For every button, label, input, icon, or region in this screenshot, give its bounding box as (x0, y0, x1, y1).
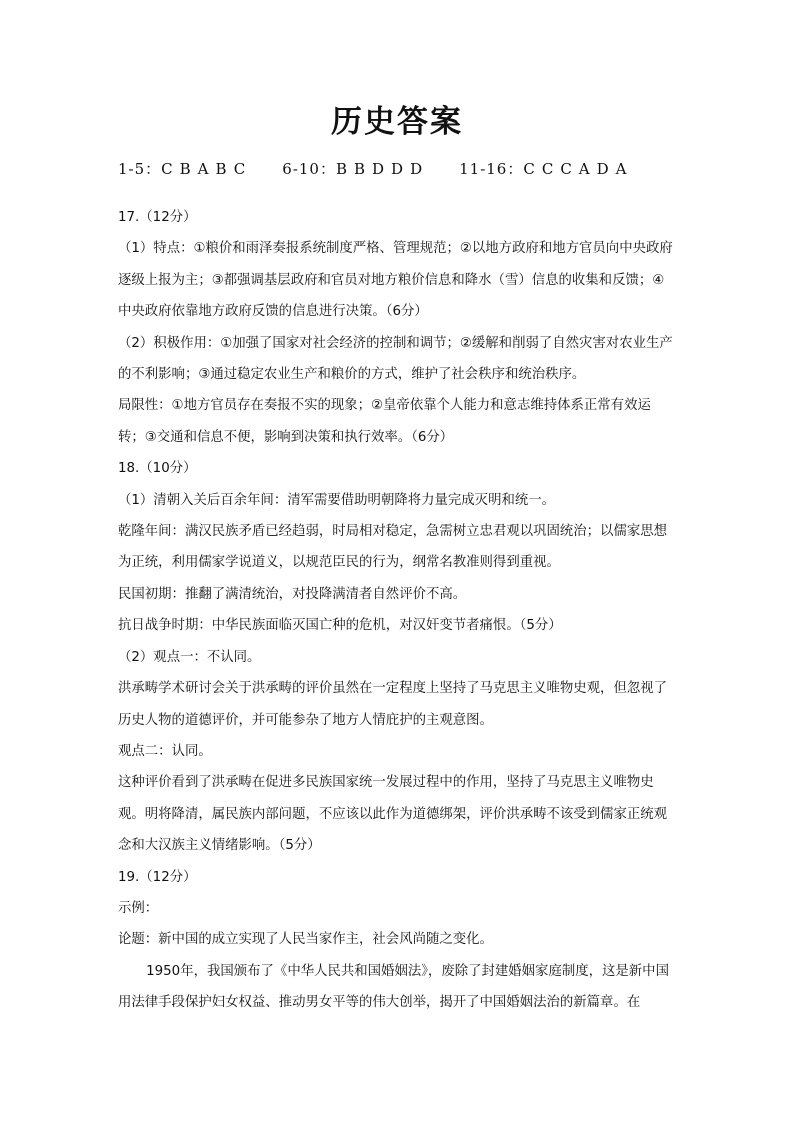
q18-view2-paragraph: 这种评价看到了洪承畴在促进多民族国家统一发展过程中的作用，坚持了马克思主义唯物史观。明将降清，属民族内部问题，不应该以此作为道德绑架，评价洪承畴不该受到儒家正统观念和大汉族主义情绪影响。（5分） (118, 775, 668, 854)
q19-body-paragraph: 1950年，我国颁布了《中华人民共和国婚姻法》，废除了封建婚姻家庭制度，这是新中国用法律手段保护妇女权益、推动男女平等的伟大创举，揭开了中国婚姻法治的新篇章。在 (118, 963, 669, 1011)
answer-range-label: 6-10： (282, 160, 336, 178)
q18-part1-paragraph: （1）清朝入关后百余年间：清军需要借助明朝降将力量完成灭明和统一。 (118, 492, 556, 508)
answer-letters: BBDDD (335, 160, 430, 178)
q18-republic-paragraph: 民国初期：推翻了满清统治，对投降满清者自然评价不高。 (118, 586, 467, 602)
q18-part2-view1-heading: （2）观点一：不认同。 (118, 649, 261, 665)
q18-war-paragraph: 抗日战争时期：中华民族面临灭国亡种的危机，对汉奸变节者痛恨。（5分） (118, 618, 562, 634)
q18-view2-heading: 观点二：认同。 (118, 743, 212, 759)
question-19-heading: 19.（12分） (118, 869, 197, 885)
page-title: 历史答案 (331, 104, 463, 140)
answer-letters: CCCADA (523, 160, 634, 178)
question-17-heading: 17.（12分） (118, 210, 197, 225)
q19-example-label: 示例： (118, 900, 159, 916)
multiple-choice-answers (118, 158, 633, 179)
answer-range-label: 11-16： (459, 160, 524, 178)
answer-body (118, 202, 676, 1019)
question-18-heading: 18.（10分） (118, 461, 197, 477)
answer-letters: CBABC (161, 160, 253, 178)
q18-view1-paragraph: 洪承畴学术研讨会关于洪承畴的评价虽然在一定程度上坚持了马克思主义唯物史观，但忽视了历史人物的道德评价，并可能参杂了地方人情庇护的主观意图。 (118, 681, 668, 728)
q18-qianlong-paragraph: 乾隆年间：满汉民族矛盾已经趋弱，时局相对稳定，急需树立忠君观以巩固统治；以儒家思想为正统，利用儒家学说道义，以规范臣民的行为，纲常名教准则得到重视。 (118, 524, 668, 571)
q17-limitations-paragraph: 局限性：①地方官员存在奏报不实的现象；②皇帝依靠个人能力和意志维持体系正常有效运转；③交通和信息不便，影响到决策和执行效率。（6分） (118, 398, 651, 445)
q17-part1-paragraph: （1）特点：①粮价和雨泽奏报系统制度严格、管理规范；②以地方政府和地方官员向中央政府逐级上报为主；③都强调基层政府和官员对地方粮价信息和降水（雪）信息的收集和反馈；④中央政府依靠地方政府反馈的信息进行决策。（6分） (118, 241, 673, 320)
q19-thesis-paragraph: 论题：新中国的成立实现了人民当家作主，社会风尚随之变化。 (118, 932, 493, 948)
answer-range-label: 1-5： (118, 160, 162, 178)
q17-part2-paragraph: （2）积极作用：①加强了国家对社会经济的控制和调节；②缓解和削弱了自然灾害对农业生产的不利影响；③通过稳定农业生产和粮价的方式，维护了社会秩序和统治秩序。 (118, 335, 673, 383)
